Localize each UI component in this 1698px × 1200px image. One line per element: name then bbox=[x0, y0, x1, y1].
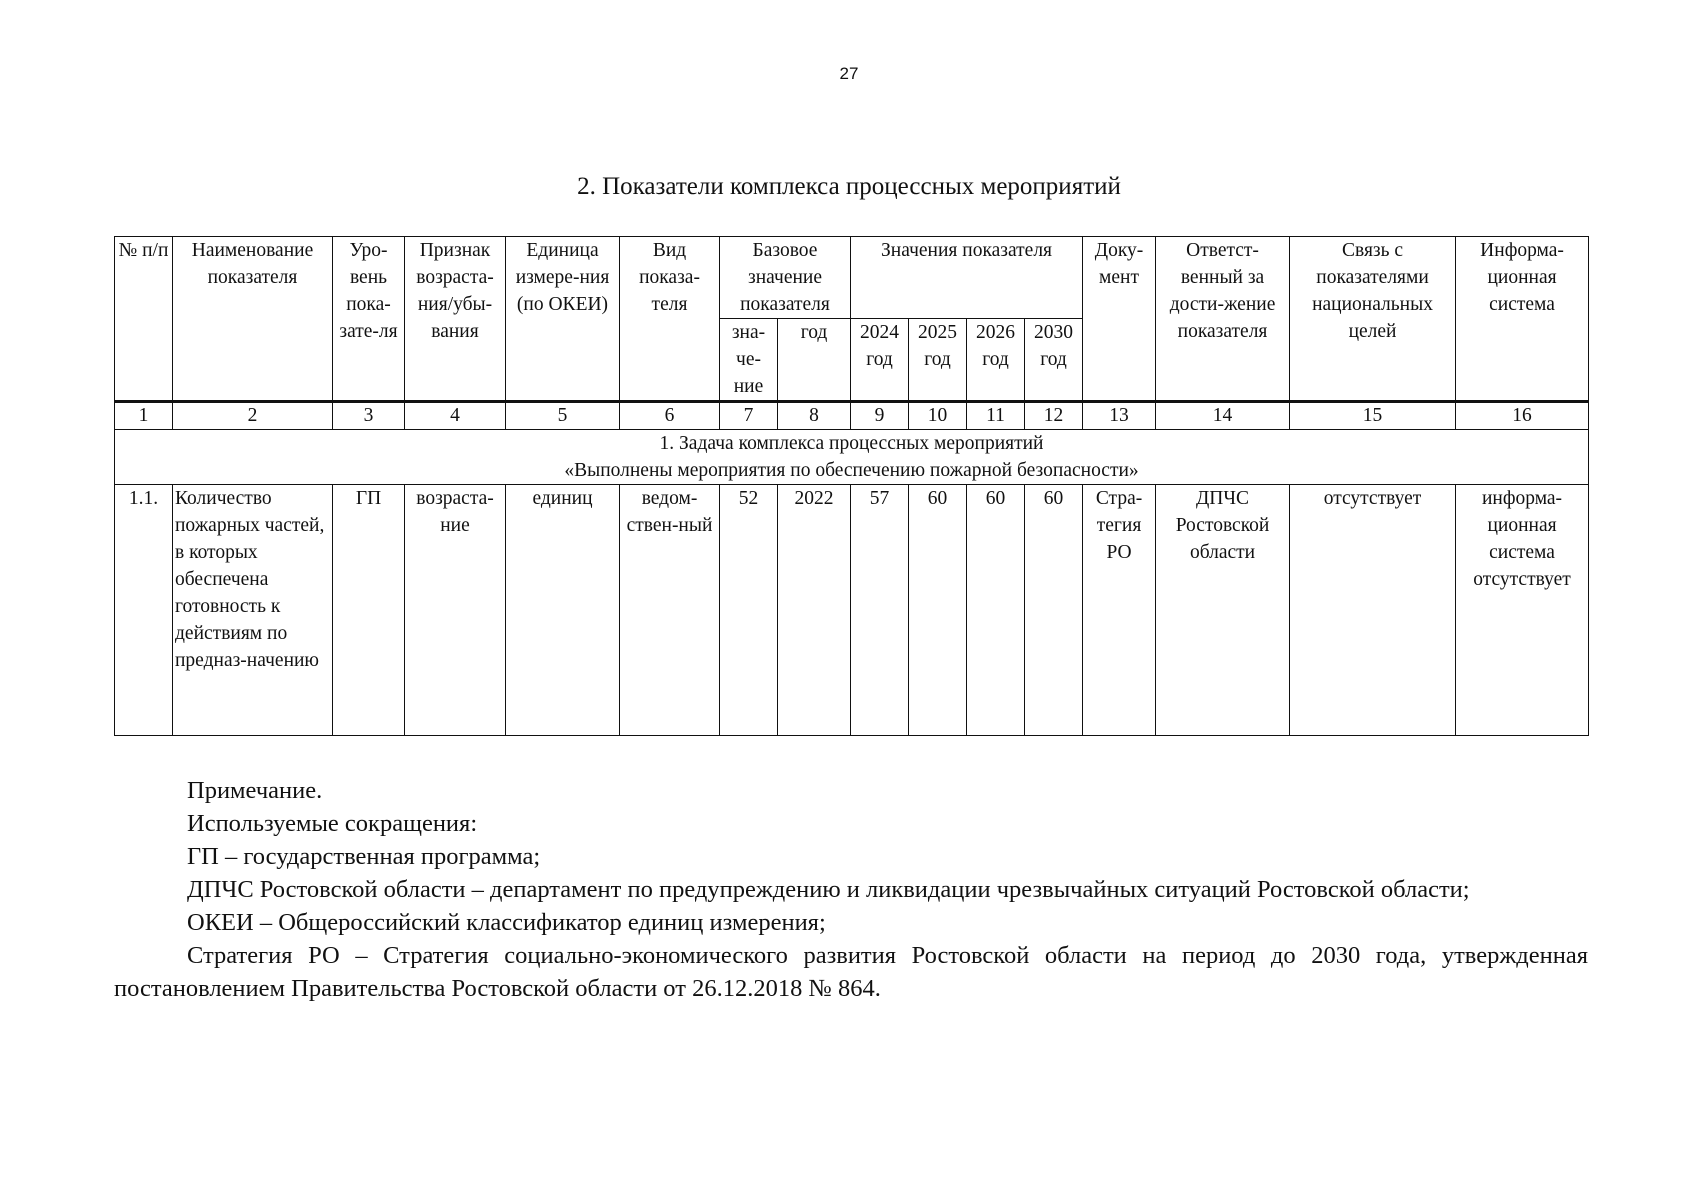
row-value-2025: 60 bbox=[909, 485, 967, 736]
note-line: ГП – государственная программа; bbox=[187, 843, 541, 870]
row-level: ГП bbox=[333, 485, 405, 736]
page-title: 2. Показатели комплекса процессных мероприятий bbox=[577, 173, 1121, 200]
notes bbox=[114, 774, 1588, 1005]
column-number: 9 bbox=[851, 402, 909, 430]
task-heading-line1: 1. Задача комплекса процессных мероприятий bbox=[659, 433, 1044, 454]
indicators-table bbox=[114, 236, 1589, 736]
header-base-value: зна-че-ние bbox=[720, 319, 778, 402]
row-value-2030: 60 bbox=[1025, 485, 1083, 736]
header-base-year: год bbox=[778, 319, 851, 402]
column-number: 16 bbox=[1456, 402, 1589, 430]
row-value-2026: 60 bbox=[967, 485, 1025, 736]
header-values: Значения показателя bbox=[851, 237, 1083, 319]
row-trend: возраста-ние bbox=[405, 485, 506, 736]
task-heading bbox=[115, 430, 1589, 485]
row-responsible: ДПЧС Ростовской области bbox=[1156, 485, 1290, 736]
header-type: Вид показа-теля bbox=[620, 237, 720, 402]
row-info-system: информа-ционная система отсутствует bbox=[1456, 485, 1589, 736]
column-number: 12 bbox=[1025, 402, 1083, 430]
column-number: 7 bbox=[720, 402, 778, 430]
row-base-value: 52 bbox=[720, 485, 778, 736]
column-number: 8 bbox=[778, 402, 851, 430]
header-year-2026: 2026 год bbox=[967, 319, 1025, 402]
note-line: ОКЕИ – Общероссийский классификатор единиц измерения; bbox=[187, 909, 826, 936]
column-number: 10 bbox=[909, 402, 967, 430]
row-base-year: 2022 bbox=[778, 485, 851, 736]
column-number: 15 bbox=[1290, 402, 1456, 430]
column-number: 11 bbox=[967, 402, 1025, 430]
row-unit: единиц bbox=[506, 485, 620, 736]
column-number: 5 bbox=[506, 402, 620, 430]
page-number: 27 bbox=[839, 64, 859, 83]
column-number-row bbox=[115, 402, 1589, 430]
row-value-2024: 57 bbox=[851, 485, 909, 736]
header-level: Уро-вень пока-зате-ля bbox=[333, 237, 405, 402]
header-year-2030: 2030 год bbox=[1025, 319, 1083, 402]
column-number: 14 bbox=[1156, 402, 1290, 430]
note-title: Примечание. bbox=[187, 777, 323, 804]
column-number: 4 bbox=[405, 402, 506, 430]
header-document: Доку-мент bbox=[1083, 237, 1156, 402]
header-year-2024: 2024 год bbox=[851, 319, 909, 402]
column-number: 13 bbox=[1083, 402, 1156, 430]
header-num: № п/п bbox=[115, 237, 173, 402]
header-unit: Единица измере-ния (по ОКЕИ) bbox=[506, 237, 620, 402]
row-name: Количество пожарных частей, в которых обеспечена готовность к действиям по предназ-начению bbox=[173, 485, 333, 736]
column-number: 3 bbox=[333, 402, 405, 430]
row-num: 1.1. bbox=[115, 485, 173, 736]
header-responsible: Ответст-венный за дости-жение показателя bbox=[1156, 237, 1290, 402]
row-type: ведом-ствен-ный bbox=[620, 485, 720, 736]
task-row bbox=[115, 430, 1589, 485]
note-line: Стратегия РО – Стратегия социально-экономического развития Ростовской области на период до 2030 года, утвержденная постановлением Правительства Ростовской области от 26.12.2018 № 864. bbox=[114, 942, 1588, 1002]
note-line: Используемые сокращения: bbox=[187, 810, 478, 837]
column-number: 6 bbox=[620, 402, 720, 430]
header-info-system: Информа-ционная система bbox=[1456, 237, 1589, 402]
header-year-2025: 2025 год bbox=[909, 319, 967, 402]
header-name: Наименование показателя bbox=[173, 237, 333, 402]
header-trend: Признак возраста-ния/убы-вания bbox=[405, 237, 506, 402]
header-link: Связь с показателями национальных целей bbox=[1290, 237, 1456, 402]
column-number: 1 bbox=[115, 402, 173, 430]
row-document: Стра-тегия РО bbox=[1083, 485, 1156, 736]
header-row bbox=[115, 237, 1589, 319]
task-heading-line2: «Выполнены мероприятия по обеспечению пожарной безопасности» bbox=[564, 460, 1139, 481]
header-base: Базовое значение показателя bbox=[720, 237, 851, 319]
table-row bbox=[115, 485, 1589, 736]
row-link: отсутствует bbox=[1290, 485, 1456, 736]
column-number: 2 bbox=[173, 402, 333, 430]
note-line: ДПЧС Ростовской области – департамент по предупреждению и ликвидации чрезвычайных ситуаций Ростовской области; bbox=[187, 876, 1470, 903]
